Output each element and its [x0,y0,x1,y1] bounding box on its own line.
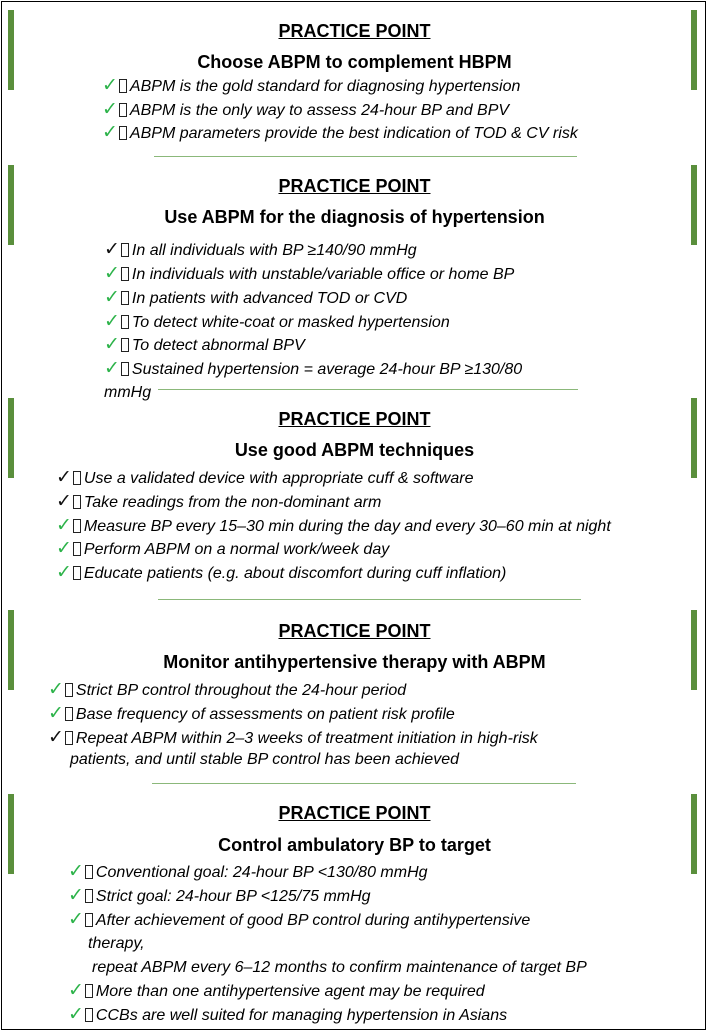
box-icon [121,267,129,281]
section-3-heading: PRACTICE POINT [278,409,431,429]
check-icon: ✓ [68,885,84,906]
box-icon [65,683,73,697]
section-3-item-1: ✓ Use a validated device with appropriate cuff & software [56,467,474,488]
section-4-divider [152,783,576,784]
check-icon: ✓ [104,287,120,308]
box-icon [85,889,93,903]
section-2-item-3: ✓ In patients with advanced TOD or CVD [104,287,408,308]
section-5-item-1: ✓ Conventional goal: 24-hour BP <130/80 mmHg [68,861,428,882]
box-icon [73,542,81,556]
section-2-item-6-continued: mmHg [104,384,152,401]
check-icon: ✓ [104,358,120,379]
section-5-item-2: ✓ Strict goal: 24-hour BP <125/75 mmHg [68,885,371,906]
box-icon [119,126,127,140]
check-icon: ✓ [104,239,120,260]
check-icon: ✓ [48,727,64,748]
section-5-item-3: ✓ After achievement of good BP control during antihypertensive [68,909,531,930]
box-icon [73,471,81,485]
check-icon: ✓ [102,122,118,143]
section-3-item-5: ✓ Educate patients (e.g. about discomfort during cuff inflation) [56,562,507,583]
check-icon: ✓ [68,861,84,882]
section-5-heading: PRACTICE POINT [278,803,431,823]
section-2-item-2: ✓ In individuals with unstable/variable office or home BP [104,263,515,284]
section-4-item-3-continued: patients, and until stable BP control has been achieved [70,751,459,768]
section-1-item-2: ✓ ABPM is the only way to assess 24-hour BP and BPV [102,99,510,120]
box-icon [119,79,127,93]
box-icon [85,1008,93,1022]
section-4-item-2: ✓ Base frequency of assessments on patient risk profile [48,703,455,724]
section-4-title: Monitor antihypertensive therapy with ABPM [163,652,546,672]
check-icon: ✓ [56,467,72,488]
check-icon: ✓ [68,909,84,930]
section-2-item-1: ✓ In all individuals with BP ≥140/90 mmHg [104,239,417,260]
check-icon: ✓ [102,99,118,120]
check-icon: ✓ [102,75,118,96]
section-2-heading: PRACTICE POINT [278,176,431,196]
section-1-item-1: ✓ ABPM is the gold standard for diagnosing hypertension [102,75,521,96]
box-icon [73,495,81,509]
section-5-item-5: ✓ CCBs are well suited for managing hypertension in Asians [68,1004,508,1025]
section-2-divider [158,389,578,390]
section-3-item-4: ✓ Perform ABPM on a normal work/week day [56,538,390,559]
box-icon [65,731,73,745]
section-4-heading: PRACTICE POINT [278,621,431,641]
check-icon: ✓ [56,562,72,583]
section-2-item-4: ✓ To detect white-coat or masked hypertension [104,311,450,332]
check-icon: ✓ [104,311,120,332]
section-5-title: Control ambulatory BP to target [218,835,491,855]
check-icon: ✓ [56,538,72,559]
check-icon: ✓ [68,1004,84,1025]
section-2-item-6: ✓ Sustained hypertension = average 24-hour BP ≥130/80 [104,358,523,379]
section-1-item-3: ✓ ABPM parameters provide the best indication of TOD & CV risk [102,122,578,143]
box-icon [121,362,129,376]
section-3-divider [158,599,581,600]
check-icon: ✓ [104,263,120,284]
box-icon [85,984,93,998]
section-5-item-4: ✓ More than one antihypertensive agent may be required [68,980,485,1001]
section-1-divider [154,156,577,157]
check-icon: ✓ [68,980,84,1001]
box-icon [121,291,129,305]
section-1-title: Choose ABPM to complement HBPM [197,52,512,72]
section-4-item-1: ✓ Strict BP control throughout the 24-hour period [48,679,407,700]
box-icon [85,913,93,927]
section-5-item-3-continued-1: therapy, [88,935,145,952]
box-icon [73,519,81,533]
check-icon: ✓ [56,491,72,512]
section-4-item-3: ✓ Repeat ABPM within 2–3 weeks of treatment initiation in high-risk [48,727,538,748]
check-icon: ✓ [56,515,72,536]
section-3-item-2: ✓ Take readings from the non-dominant arm [56,491,382,512]
box-icon [121,338,129,352]
box-icon [85,865,93,879]
section-2-item-5: ✓ To detect abnormal BPV [104,334,305,355]
section-3-title: Use good ABPM techniques [234,440,475,460]
section-2-title: Use ABPM for the diagnosis of hypertension [164,207,545,227]
check-icon: ✓ [48,703,64,724]
section-5-item-3-continued-2: repeat ABPM every 6–12 months to confirm maintenance of target BP [92,959,587,976]
box-icon [121,315,129,329]
section-1-heading: PRACTICE POINT [278,21,431,41]
box-icon [121,243,129,257]
check-icon: ✓ [48,679,64,700]
section-3-item-3: ✓ Measure BP every 15–30 min during the day and every 30–60 min at night [56,515,611,536]
box-icon [65,707,73,721]
box-icon [73,566,81,580]
box-icon [119,103,127,117]
check-icon: ✓ [104,334,120,355]
